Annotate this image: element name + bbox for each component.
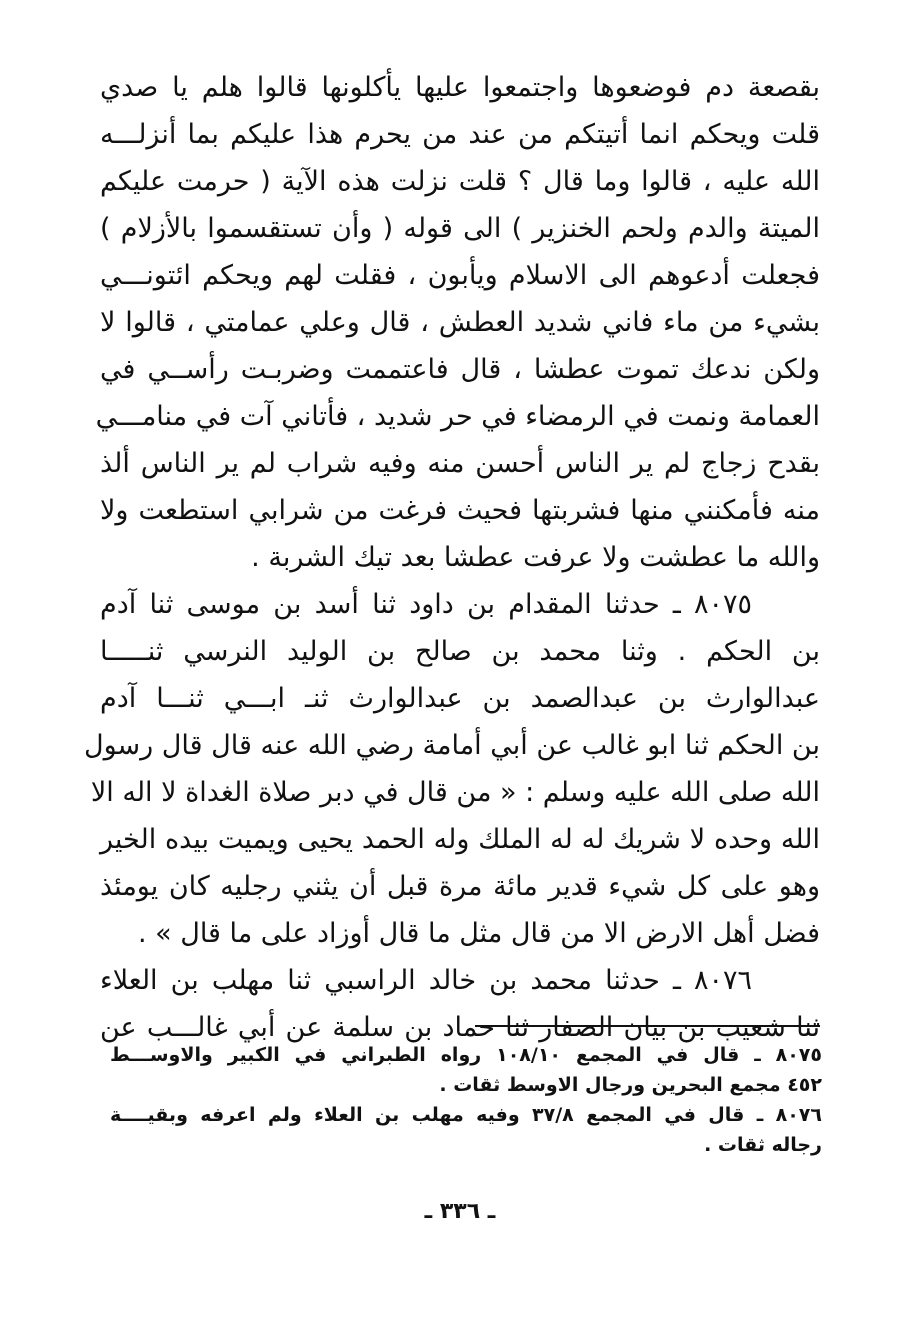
text-line: والله ما عطشت ولا عرفت عطشا بعد تيك الشربة . — [251, 542, 820, 573]
main-text — [83, 64, 820, 1051]
text-line: بن الحكم . وثنا محمد بن صالح بن الوليد النرسي ثنـــــا — [100, 636, 820, 667]
footnote-line: ٨٠٧٥ ـ قال في المجمع ١٠٨/١٠ رواه الطبراني في الكبير والاوســـط — [110, 1044, 822, 1066]
text-line: فضل أهل الارض الا من قال مثل ما قال أوزاد على ما قال » . — [137, 918, 820, 949]
text-line: الميتة والدم ولحم الخنزير ) الى قوله ( وأن تستقسموا بالأزلام ) — [100, 213, 820, 244]
text-line: ثنا شعيب بن بيان الصفار ثنا حماد بن سلمة عن أبي غالـــب عن — [100, 1012, 820, 1043]
text-line: قلت ويحكم انما أتيتكم من عند من يحرم هذا عليكم بما أنزلـــه — [100, 119, 820, 150]
text-line: عبدالوارث بن عبدالصمد بن عبدالوارث ثنـ ابـــي ثنـــا آدم — [100, 683, 820, 714]
footnote-line: ٤٥٢ مجمع البحرين ورجال الاوسط ثقات . — [439, 1074, 822, 1096]
text-line: بن الحكم ثنا ابو غالب عن أبي أمامة رضي الله عنه قال قال رسول — [83, 730, 820, 761]
hadith-8075-heading-line: ٨٠٧٥ ـ حدثنا المقدام بن داود ثنا أسد بن موسى ثنا آدم — [100, 589, 752, 620]
text-line: وهو على كل شيء قدير مائة مرة قبل أن يثني رجليه كان يومئذ — [100, 871, 820, 902]
footnotes — [110, 1040, 822, 1160]
text-line: بشيء من ماء فاني شديد العطش ، قال وعلي عمامتي ، قالوا لا — [100, 307, 820, 338]
text-line: ولكن ندعك تموت عطشا ، قال فاعتممت وضربـت رأســي في — [100, 354, 820, 385]
footnote-separator — [475, 1025, 820, 1027]
text-line: العمامة ونمت في الرمضاء في حر شديد ، فأتاني آت في منامـــي — [95, 401, 820, 432]
text-line: بقدح زجاج لم ير الناس أحسن منه وفيه شراب لم ير الناس ألذ — [100, 448, 820, 479]
text-line: بقصعة دم فوضعوها واجتمعوا عليها يأكلونها قالوا هلم يا صدي — [100, 72, 820, 103]
text-line: فجعلت أدعوهم الى الاسلام ويأبون ، فقلت لهم ويحكم ائتونـــي — [100, 260, 820, 291]
text-line: الله وحده لا شريك له له الملك وله الحمد يحيى ويميت بيده الخير — [100, 824, 820, 855]
footnote-line: رجاله ثقات . — [704, 1134, 822, 1156]
footnote-line: ٨٠٧٦ ـ قال في المجمع ٣٧/٨ وفيه مهلب بن العلاء ولم اعرفه وبقيــــة — [110, 1104, 822, 1126]
text-line: الله صلى الله عليه وسلم : « من قال في دبر صلاة الغداة لا اله الا — [90, 777, 820, 808]
text-line: منه فأمكنني منها فشربتها فحيث فرغت من شرابي استطعت ولا — [100, 495, 820, 526]
text-line: الله عليه ، قالوا وما قال ؟ قلت نزلت هذه الآية ( حرمت عليكم — [100, 166, 820, 197]
hadith-8076-heading-line: ٨٠٧٦ ـ حدثنا محمد بن خالد الراسبي ثنا مهلب بن العلاء — [100, 965, 752, 996]
page-number: ـ ٣٣٦ ـ — [424, 1199, 496, 1224]
